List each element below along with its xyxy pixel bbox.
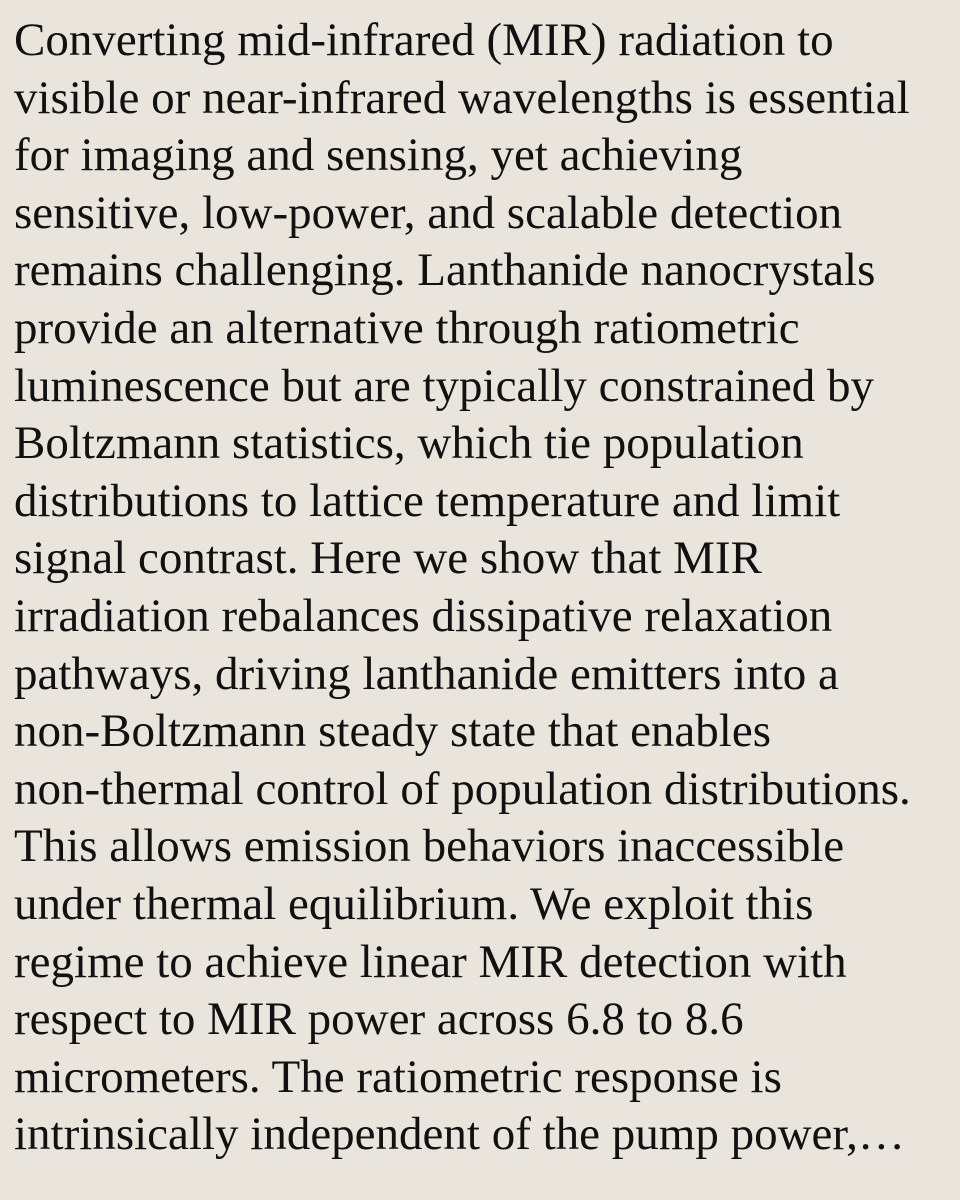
text-line: non-thermal control of population distributions.	[14, 762, 911, 815]
text-line: signal contrast. Here we show that MIR	[14, 532, 762, 585]
text-line: irradiation rebalances dissipative relaxation	[14, 589, 833, 642]
text-line: distributions to lattice temperature and limit	[14, 474, 841, 527]
text-line: non-Boltzmann steady state that enables	[14, 705, 772, 758]
text-line: provide an alternative through ratiometric	[14, 301, 800, 354]
text-line: regime to achieve linear MIR detection with	[14, 935, 847, 988]
text-line: luminescence but are typically constrained by	[14, 359, 875, 412]
text-line: respect to MIR power across 6.8 to 8.6	[14, 993, 744, 1046]
text-line: intrinsically independent of the pump power,…	[14, 1108, 905, 1161]
text-line: under thermal equilibrium. We exploit this	[14, 877, 814, 930]
text-line: micrometers. The ratiometric response is	[14, 1050, 782, 1103]
text-line: pathways, driving lanthanide emitters into a	[14, 647, 839, 700]
text-line: This allows emission behaviors inaccessible	[14, 820, 845, 873]
text-line: for imaging and sensing, yet achieving	[14, 129, 743, 182]
text-line: remains challenging. Lanthanide nanocrystals	[14, 244, 876, 297]
text-line: Boltzmann statistics, which tie population	[14, 417, 804, 470]
text-line: Converting mid-infrared (MIR) radiation to	[14, 14, 834, 66]
abstract-text	[14, 12, 954, 1164]
text-line: visible or near-infrared wavelengths is essential	[14, 71, 910, 124]
text-line: sensitive, low-power, and scalable detection	[14, 186, 843, 239]
